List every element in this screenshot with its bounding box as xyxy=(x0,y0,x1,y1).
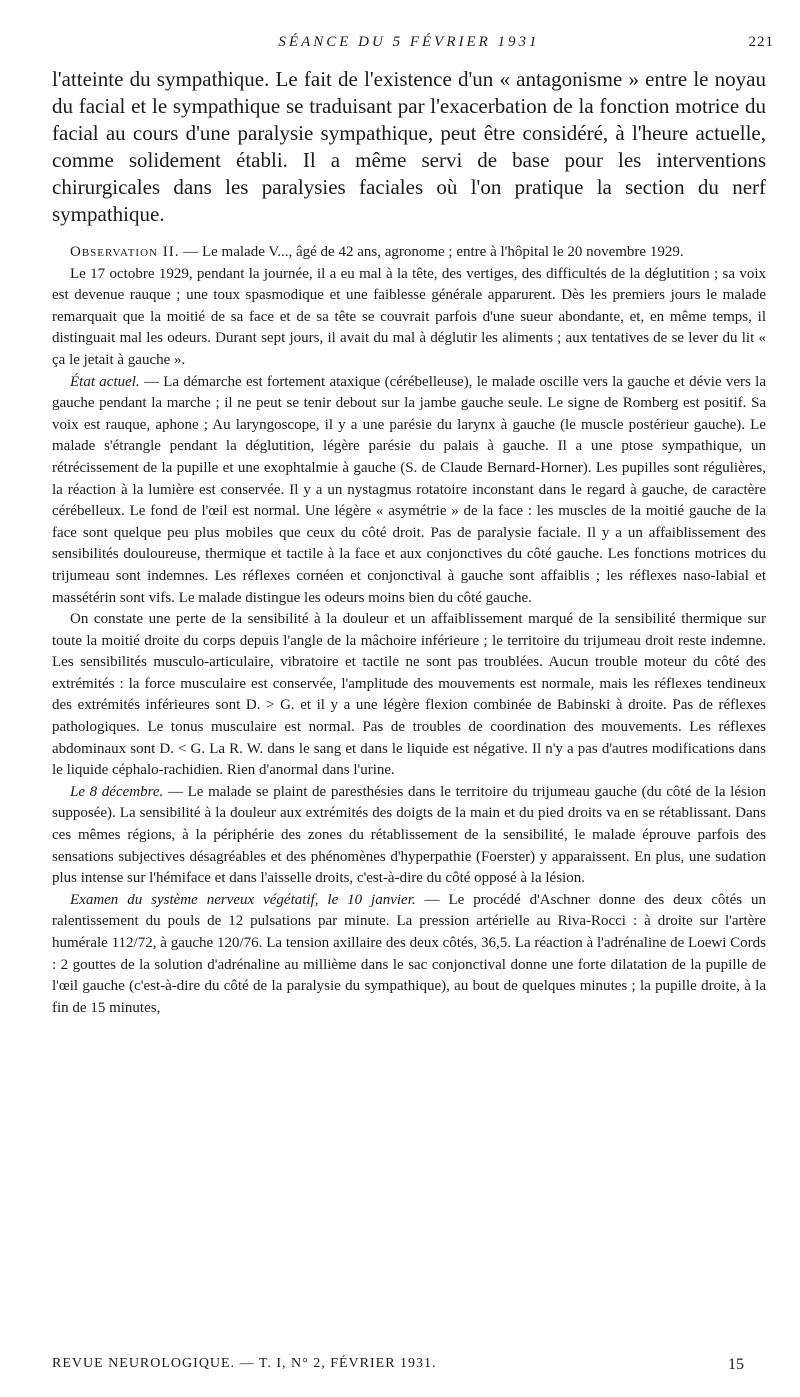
december-paragraph xyxy=(52,782,766,890)
intro-paragraph: l'atteinte du sympathique. Le fait de l'existence d'un « antagonisme » entre le noyau du facial et le sympathique se traduisant par l'exacerbation de la fonction motrice du facial au cours d'une paralysie sympathique, peut être considéré, à l'heure actuelle, comme solidement établi. Il a même servi de base pour les interventions chirurgicales dans les paralysies faciales où l'on pratique la section du nerf sympathique. xyxy=(52,67,766,226)
exam-heading: Examen du système nerveux végétatif, le 10 janvier. xyxy=(70,891,416,908)
december-text: — Le malade se plaint de paresthésies dans le territoire du trijumeau gauche (du côté de la lésion supposée). La sensibilité à la douleur aux extrémités des doigts de la main et du pied droits va en se rétablissant. Dans ces mêmes régions, à la périphérie des zones du rétablissement de la sensibilité, le malade éprouve parfois des sensations subjectives désagréables et des phénomènes d'hyperpathie (Foerster) y apparaissent. En plus, une sudation plus intense sur l'hémiface et dans l'aisselle droits, c'est-à-dire du côté opposé à la lésion. xyxy=(52,783,767,887)
intro-section xyxy=(52,66,766,228)
december-heading: Le 8 décembre. xyxy=(70,783,164,800)
etat-actuel-paragraph xyxy=(52,372,766,610)
running-title: SÉANCE DU 5 FÉVRIER 1931 xyxy=(278,34,540,50)
case-report xyxy=(52,242,766,1019)
journal-page xyxy=(52,0,774,1019)
history-paragraph: Le 17 octobre 1929, pendant la journée, il a eu mal à la tête, des vertiges, des difficultés de la déglutition ; sa voix est devenue rauque ; une toux spasmodique et une faiblesse générale apparurent. Dès les premiers jours le malade remarquait que la moitié de sa face et de sa tête se couvrait parfois d'une sueur abondante, et, en même temps, il distinguait mal les odeurs. Durant sept jours, il avait du mal à déglutir les aliments ; aux tentatives de se lever du lit « ça le jetait à gauche ». xyxy=(52,265,766,368)
page-footer xyxy=(52,1356,766,1374)
observation-paragraph xyxy=(52,242,766,264)
journal-citation: REVUE NEUROLOGIQUE. — T. I, N° 2, FÉVRIER 1931. xyxy=(52,1356,437,1371)
etat-actuel-heading: État actuel. xyxy=(70,373,140,390)
page-number: 221 xyxy=(748,34,774,50)
running-head xyxy=(52,34,774,54)
signature-folio: 15 xyxy=(728,1356,744,1373)
sensibility-paragraph: On constate une perte de la sensibilité à la douleur et un affaiblissement marqué de la sensibilité thermique sur toute la moitié droite du corps depuis l'angle de la mâchoire inférieure ; le territoire du trijumeau droit reste indemne. Les sensibilités musculo-articulaire, vibratoire et tactile ne sont pas troublées. Aucun trouble moteur du côté des extrémités : la force musculaire est conservée, l'amplitude des mouvements est normale, mais les réflexes tendineux des extrémités inférieures sont D. > G. et il y a une légère flexion combinée de Babinski à droite. Pas de réflexes pathologiques. Le tonus musculaire est normal. Pas de troubles de coordination des mouvements. Les réflexes abdominaux sont D. < G. La R. W. dans le sang et dans le liquide est négative. Il n'y a pas d'autres modifications dans le liquide céphalo-rachidien. Rien d'anormal dans l'urine. xyxy=(52,611,766,779)
exam-paragraph xyxy=(52,890,766,1020)
exam-text: — Le procédé d'Aschner donne des deux côtés un ralentissement du pouls de 12 pulsations par minute. La pression artérielle au Riva-Rocci : à droite sur l'artère humérale 112/72, à gauche 120/76. La tension axillaire des deux côtés, 36,5. La réaction à l'adrénaline de Loewi Cords : 2 gouttes de la solution d'adrénaline au millième dans le sac conjonctival donne une forte dilatation de la pupille de l'œil gauche (c'est-à-dire du côté de la paralysie du sympathique), au bout de quelques minutes ; la pupille droite, à la fin de 15 minutes, xyxy=(52,891,766,1016)
etat-actuel-text: — La démarche est fortement ataxique (cérébelleuse), le malade oscille vers la gauche et dévie vers la gauche pendant la marche ; il ne peut se tenir debout sur la jambe gauche seule. Le signe de Romberg est positif. Sa voix est rauque, aphone ; Au laryngoscope, il y a une parésie du larynx à gauche (le muscle postérieur gauche). Le malade s'étrangle pendant la déglutition, légère parésie du palais à gauche. Il a une ptose sympathique, un rétrécissement de la pupille et une exophtalmie à gauche (S. de Claude Bernard-Horner). Les pupilles sont régulières, la réaction à la lumière est conservée. Il y a un nystagmus rotatoire inconstant dans le regard à gauche, de caractère cérébelleux. Le fond de l'œil est normal. Une légère « asymétrie » de la face : les muscles de la moitié gauche de la face sont quelque peu plus mobiles que ceux du côté droit. Pas de paralysie faciale. Il y a un affaiblissement des sensibilités douloureuse, thermique et tactile à la face et aux conjonctives du côté gauche. Les fonctions motrices du trijumeau sont indemnes. Les réflexes cornéen et conjonctival à gauche sont affaiblis ; les réflexes naso-labial et massétérin sont vifs. Le malade distingue les odeurs moins bien du côté gauche. xyxy=(52,373,766,606)
observation-heading: Observation II. xyxy=(70,244,180,260)
observation-text: — Le malade V..., âgé de 42 ans, agronome ; entre à l'hôpital le 20 novembre 1929. xyxy=(179,244,684,260)
